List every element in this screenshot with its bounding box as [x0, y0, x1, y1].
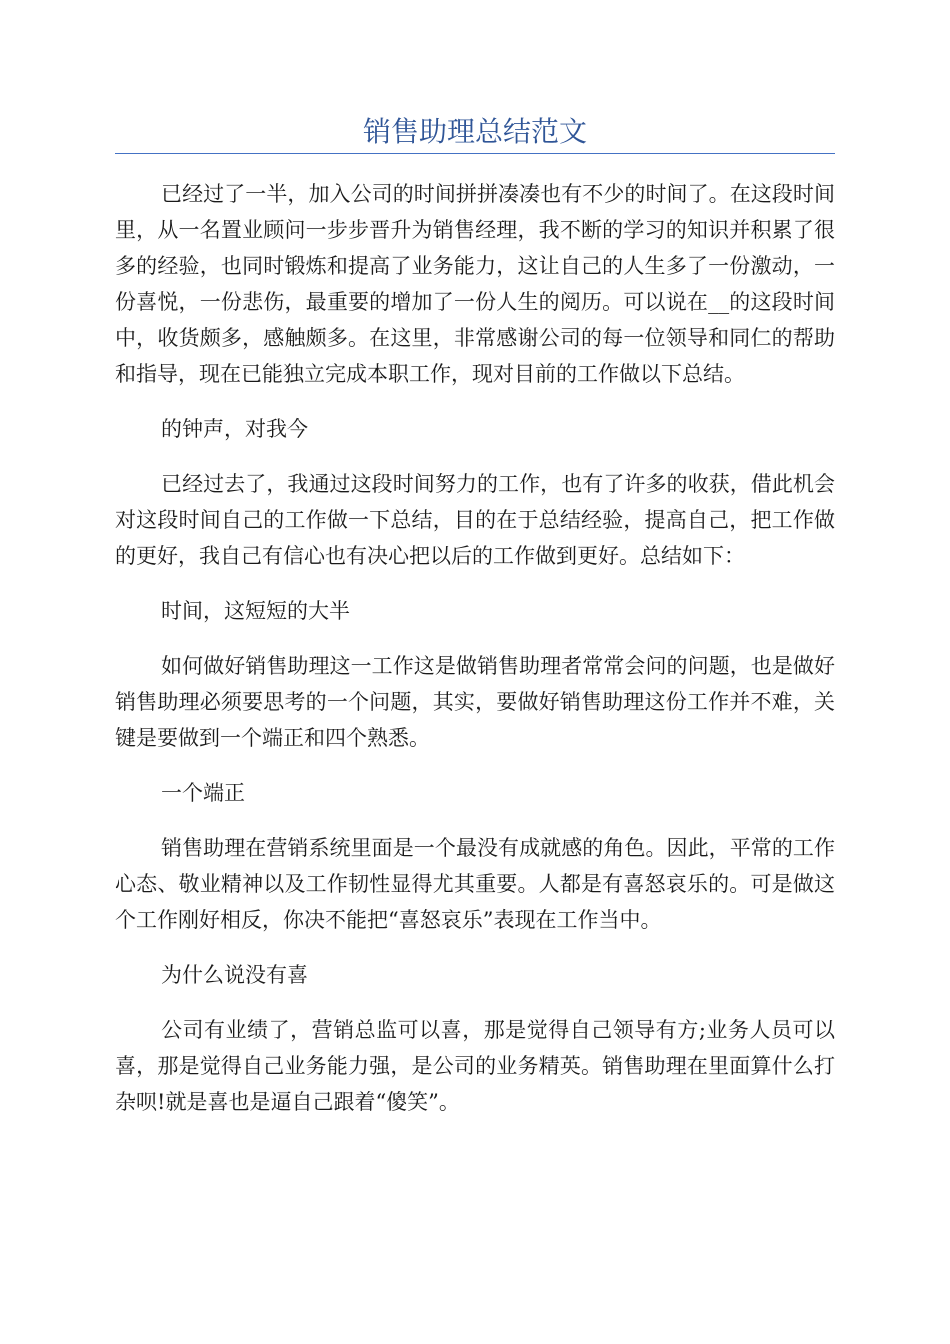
section-heading-weishenme: 为什么说没有喜 [161, 963, 308, 987]
paragraph-7: 销售助理在营销系统里面是一个最没有成就感的角色。因此，平常的工作心态、敬业精神以及工作韧性显得尤其重要。人都是有喜怒哀乐的。可是做这个工作刚好相反，你决不能把“喜怒哀乐”表现在工作当中。 [115, 836, 835, 932]
document-body [115, 176, 835, 1139]
paragraph-2: 的钟声，对我今 [161, 417, 308, 441]
title-underline [115, 153, 835, 154]
document-title: 销售助理总结范文 [362, 115, 587, 148]
paragraph-3: 已经过去了，我通过这段时间努力的工作，也有了许多的收获，借此机会对这段时间自己的工作做一下总结，目的在于总结经验，提高自己，把工作做的更好，我自己有信心也有决心把以后的工作做到更好。总结如下： [115, 472, 835, 568]
section-heading-yige-duanzheng: 一个端正 [161, 781, 245, 805]
paragraph-9: 公司有业绩了，营销总监可以喜，那是觉得自己领导有方;业务人员可以喜，那是觉得自己业务能力强，是公司的业务精英。销售助理在里面算什么打杂呗!就是喜也是逼自己跟着“傻笑”。 [115, 1018, 835, 1114]
paragraph-4: 时间，这短短的大半 [161, 599, 350, 623]
paragraph-5: 如何做好销售助理这一工作这是做销售助理者常常会问的问题，也是做好销售助理必须要思考的一个问题，其实，要做好销售助理这份工作并不难，关键是要做到一个端正和四个熟悉。 [115, 654, 835, 750]
paragraph-1: 已经过了一半，加入公司的时间拼拼凑凑也有不少的时间了。在这段时间里，从一名置业顾问一步步晋升为销售经理，我不断的学习的知识并积累了很多的经验，也同时锻炼和提高了业务能力，这让自己的人生多了一份激动，一份喜悦，一份悲伤，最重要的增加了一份人生的阅历。可以说在__的这段时间中，收货颇多，感触颇多。在这里，非常感谢公司的每一位领导和同仁的帮助和指导，现在已能独立完成本职工作，现对目前的工作做以下总结。 [115, 182, 835, 386]
